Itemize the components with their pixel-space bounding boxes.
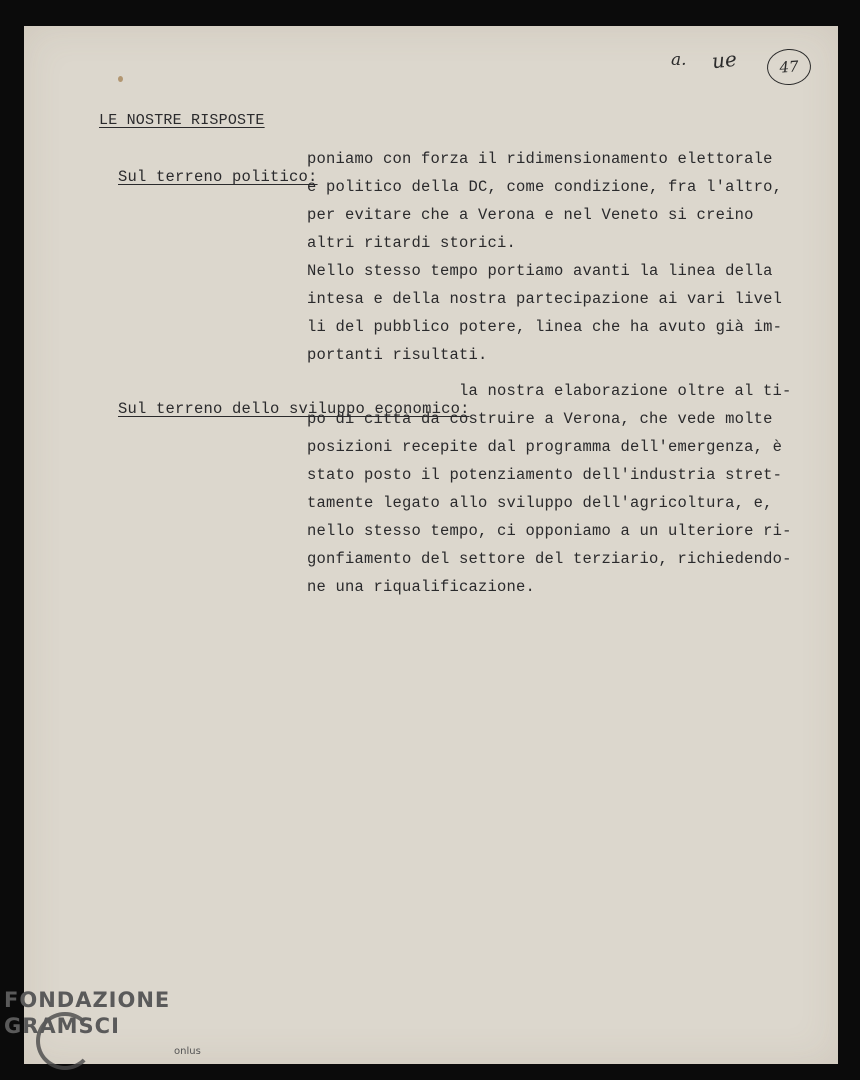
paper-stain xyxy=(118,76,123,82)
text-line: posizioni recepite dal programma dell'emergenza, è xyxy=(307,438,783,456)
document-title: LE NOSTRE RISPOSTE xyxy=(99,112,265,129)
section-economico-first-line: la nostra elaborazione oltre al ti- xyxy=(459,382,792,400)
text-line: altri ritardi storici. xyxy=(307,234,517,252)
text-line: per evitare che a Verona e nel Veneto si creino xyxy=(307,206,754,224)
text-line: tamente legato allo sviluppo dell'agricoltura, e, xyxy=(307,494,773,512)
watermark-line1: FONDAZIONE xyxy=(4,988,171,1012)
watermark-line3: onlus xyxy=(174,1046,201,1057)
text-line: Nello stesso tempo portiamo avanti la linea della xyxy=(307,262,773,280)
text-line: gonfiamento del settore del terziario, richiedendo- xyxy=(307,550,792,568)
text-line: poniamo con forza il ridimensionamento elettorale xyxy=(307,150,773,168)
text-line: stato posto il potenziamento dell'industria stret- xyxy=(307,466,783,484)
section-politico xyxy=(99,150,318,186)
text-line: nello stesso tempo, ci opponiamo a un ulteriore ri- xyxy=(307,522,792,540)
section-economico-label: Sul terreno dello sviluppo economico: xyxy=(118,400,470,418)
text-line: po di città da costruire a Verona, che vede molte xyxy=(307,410,773,428)
circled-page-number: 47 xyxy=(766,48,812,87)
text-line: e politico della DC, come condizione, fra l'altro, xyxy=(307,178,783,196)
text-line: ne una riqualificazione. xyxy=(307,578,536,596)
watermark-line2: GRAMSCI xyxy=(4,1014,120,1038)
text-line: portanti risultati. xyxy=(307,346,488,364)
section-economico-text xyxy=(307,410,792,596)
section-politico-label: Sul terreno politico: xyxy=(118,168,318,186)
text-line: intesa e della nostra partecipazione ai vari livel xyxy=(307,290,783,308)
section-politico-text xyxy=(307,150,783,364)
text-line: li del pubblico potere, linea che ha avuto già im- xyxy=(307,318,783,336)
handwritten-mark: a. xyxy=(671,50,687,70)
handwritten-initials: ue xyxy=(710,46,738,74)
watermark-logo xyxy=(4,988,201,1057)
